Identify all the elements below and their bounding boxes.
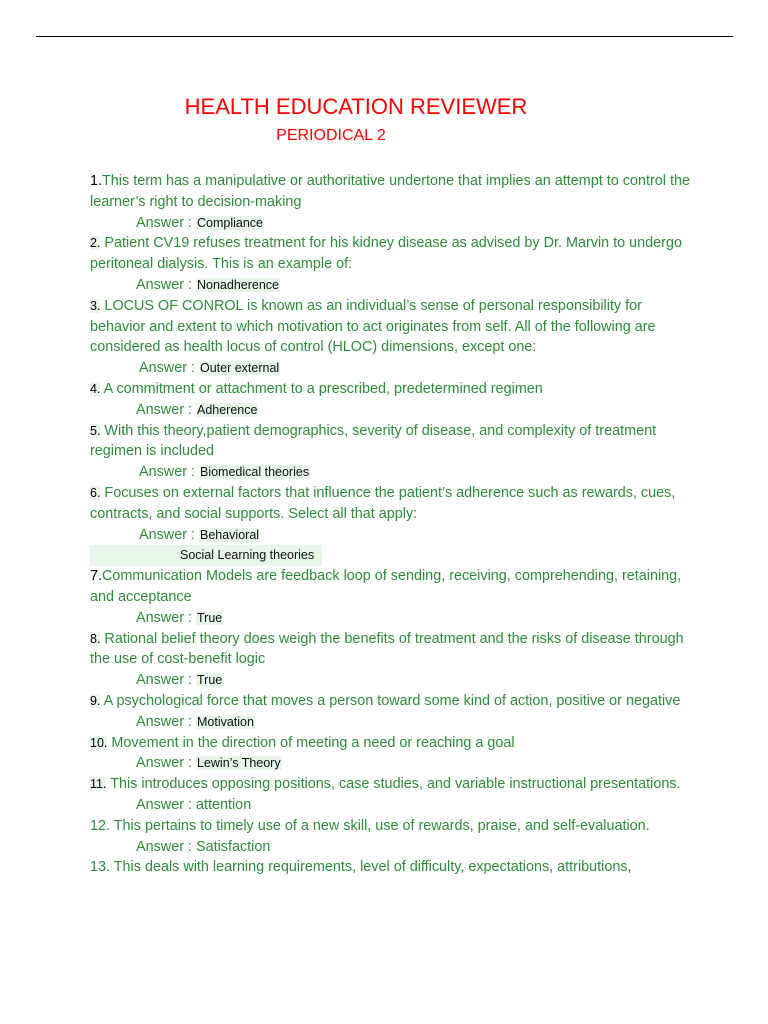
answer-value: Adherence <box>196 402 258 417</box>
answer-8 <box>90 670 690 691</box>
question-text: Patient CV19 refuses treatment for his kidney disease as advised by Dr. Marvin to undergo peritoneal dialysis. This is an example of: <box>90 235 682 273</box>
question-number: 13. <box>90 859 111 876</box>
answer-label: Answer : <box>139 360 195 377</box>
answer-label: Answer : <box>136 401 192 418</box>
question-2 <box>90 233 690 275</box>
answer-value: True <box>196 610 223 625</box>
question-4 <box>90 379 690 400</box>
question-text: LOCUS OF CONROL is known as an individual’s sense of personal responsibility for behavior and extent to which motivation to act originates from self. All of the following are considered as health locus of control (HLOC) dimensions, except one: <box>90 297 656 356</box>
answer-label: Answer : <box>136 276 192 293</box>
question-text: This pertains to timely use of a new skill, use of rewards, praise, and self-evaluation. <box>110 817 650 834</box>
question-text: A psychological force that moves a person toward some kind of action, positive or negative <box>100 692 681 709</box>
answer-9 <box>90 712 690 733</box>
answer-value: Outer external <box>199 361 280 376</box>
question-13 <box>90 857 690 878</box>
answer-value: Motivation <box>196 714 254 729</box>
question-text: A commitment or attachment to a prescribed, predetermined regimen <box>100 380 543 397</box>
question-number: 5. <box>90 423 101 438</box>
answer-label: Answer : <box>139 464 195 481</box>
answer-2 <box>90 275 690 296</box>
question-number: 8. <box>90 631 101 646</box>
question-number: 3. <box>90 298 101 313</box>
answer-value: attention <box>195 796 252 813</box>
answer-label: Answer : <box>136 796 192 813</box>
answer-value: Lewin’s Theory <box>196 756 281 771</box>
answer-7 <box>90 608 690 629</box>
question-text: This introduces opposing positions, case studies, and variable instructional presentations. <box>106 776 681 793</box>
answer-label: Answer : <box>136 713 192 730</box>
question-number: 9. <box>90 693 101 708</box>
answer-value: Nonadherence <box>196 277 279 292</box>
question-number: 7. <box>90 568 103 585</box>
answer-value: Behavioral <box>199 527 260 542</box>
question-number: 2. <box>90 236 101 251</box>
qa-list <box>90 171 690 878</box>
question-text: This term has a manipulative or authoritative undertone that implies an attempt to control the learner’s right to decision-making <box>90 173 690 210</box>
answer-value: Compliance <box>196 215 263 230</box>
question-number: 4. <box>90 381 101 396</box>
answer-value: Biomedical theories <box>199 465 310 480</box>
answer-label: Answer : <box>136 838 192 855</box>
question-text: This deals with learning requirements, level of difficulty, expectations, attributions, <box>110 859 632 876</box>
question-text: Rational belief theory does weigh the benefits of treatment and the risks of disease through the use of cost-benefit logic <box>90 630 684 668</box>
answer-6 <box>90 525 690 546</box>
answer-5 <box>90 462 690 483</box>
question-10 <box>90 733 690 754</box>
answer-4 <box>90 400 690 421</box>
answer-value: Satisfaction <box>195 838 271 855</box>
question-9 <box>90 691 690 712</box>
question-text: With this theory,patient demographics, severity of disease, and complexity of treatment regimen is included <box>90 422 657 460</box>
question-text: Communication Models are feedback loop of sending, receiving, comprehending, retaining, and acceptance <box>90 568 682 605</box>
document-subtitle: PERIODICAL 2 <box>276 127 386 144</box>
question-3 <box>90 296 690 358</box>
answer-label: Answer : <box>136 609 192 626</box>
answer-6-extra: Social Learning theories <box>90 545 322 566</box>
question-number: 1. <box>90 173 103 189</box>
top-rule <box>36 36 733 37</box>
question-1 <box>90 171 690 213</box>
answer-12 <box>90 837 690 858</box>
question-5 <box>90 421 690 463</box>
question-8 <box>90 629 690 671</box>
answer-label: Answer : <box>136 672 192 689</box>
question-number: 11. <box>90 777 107 792</box>
question-text: Focuses on external factors that influence the patient’s adherence such as rewards, cues, contracts, and social supports. Select all that apply: <box>90 484 676 522</box>
question-11 <box>90 774 690 795</box>
question-number: 12. <box>90 817 111 834</box>
answer-11 <box>90 795 690 816</box>
answer-10 <box>90 753 690 774</box>
document-title: HEALTH EDUCATION REVIEWER <box>184 94 528 119</box>
answer-3 <box>90 358 690 379</box>
question-12 <box>90 816 690 837</box>
question-text: Movement in the direction of meeting a need or reaching a goal <box>107 734 515 751</box>
answer-1 <box>90 213 690 234</box>
question-7 <box>90 566 690 608</box>
answer-label: Answer : <box>136 755 192 772</box>
question-number: 10. <box>90 735 108 750</box>
answer-label: Answer : <box>136 214 192 231</box>
answer-label: Answer : <box>139 526 195 543</box>
answer-value: True <box>196 673 223 688</box>
question-number: 6. <box>90 485 101 500</box>
question-6 <box>90 483 690 525</box>
